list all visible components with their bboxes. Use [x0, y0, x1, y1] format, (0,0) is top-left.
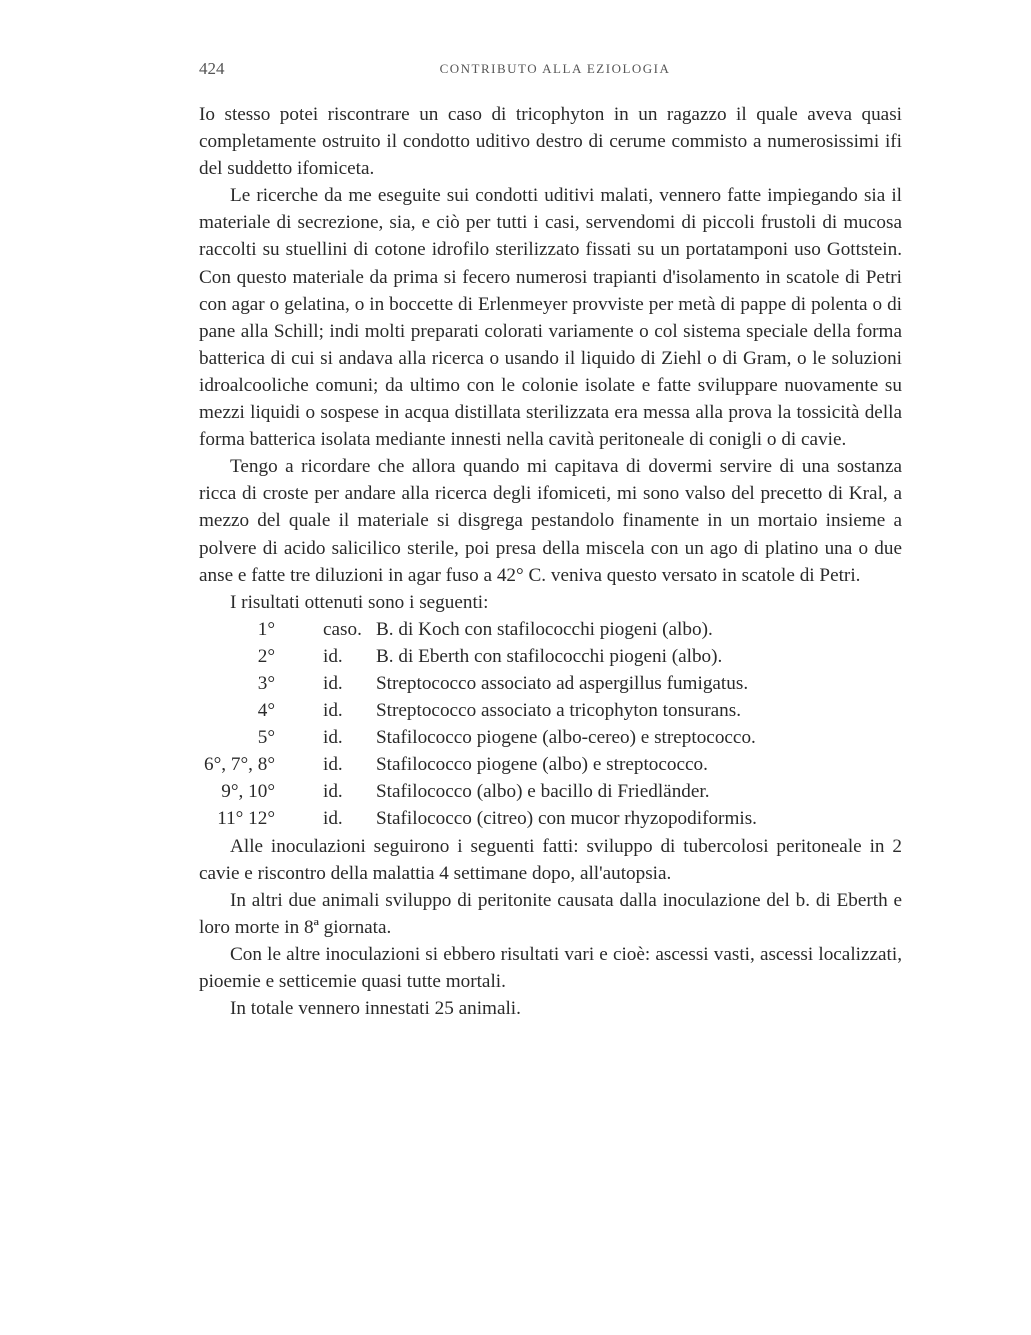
body-text: [199, 101, 902, 1022]
page-header: [199, 59, 911, 83]
case-mark: id.: [323, 727, 343, 749]
case-number: 1°: [257, 618, 275, 640]
paragraph: Con le altre inoculazioni si ebbero risultati vari e cioè: ascessi vasti, ascessi localizzati, pioemie e setticemie quasi tutte mortali.: [199, 943, 902, 992]
case-mark: id.: [323, 808, 343, 830]
case-description: Streptococco associato a tricophyton tonsurans.: [376, 700, 742, 722]
results-list: [199, 616, 902, 833]
case-description: Stafilococco (citreo) con mucor rhyzopodiformis.: [376, 808, 757, 830]
case-description: Stafilococco piogene (albo-cereo) e streptococco.: [376, 727, 756, 749]
result-row: [199, 697, 902, 724]
case-number: 2°: [257, 645, 275, 667]
case-number: 3°: [257, 672, 275, 694]
page-number: 424: [199, 59, 225, 78]
case-mark: id.: [323, 781, 343, 803]
result-row: [199, 670, 902, 697]
result-row: [199, 751, 902, 778]
case-number: 9°, 10°: [221, 781, 275, 803]
case-number: 11° 12°: [217, 808, 275, 830]
case-number: 4°: [257, 700, 275, 722]
case-description: Streptococco associato ad aspergillus fumigatus.: [376, 672, 749, 694]
case-mark: id.: [323, 754, 343, 776]
intro-paragraphs: [199, 101, 902, 616]
case-mark: id.: [323, 645, 343, 667]
paragraph: Le ricerche da me eseguite sui condotti uditivi malati, vennero fatte impiegando sia il materiale di secrezione, sia, e ciò per tutti i casi, servendomi di piccoli frustoli di mucosa raccolti su stuellini di cotone idrofilo sterilizzato fissati su un portatamponi uso Gottstein. Con questo materiale da prima si fecero numerosi trapianti d'isolamento in scatole di Petri con agar o gelatina, o in boccette di Erlenmeyer provviste per metà di pappe di polenta o di pane alla Schill; indi molti preparati colorati variamente o col sistema speciale della forma batterica di cui si andava alla ricerca o usando il liquido di Ziehl o di Gram, o le soluzioni idroalcooliche comuni; da ultimo con le colonie isolate e fatte sviluppare nuovamente su mezzi liquidi o sospese in acqua distillata sterilizzata era messa alla prova la tossicità della forma batterica isolata mediante innesti nella cavità peritoneale di conigli o di cavie.: [199, 185, 902, 451]
paragraph: In totale vennero innestati 25 animali.: [230, 998, 521, 1020]
case-mark: caso.: [323, 618, 362, 640]
paragraph: Io stesso potei riscontrare un caso di tricophyton in un ragazzo il quale aveva quasi completamente ostruito il condotto uditivo destro di cerume commisto a numerosissimi ifi del suddetto ifomiceta.: [199, 104, 902, 180]
paragraph: Tengo a ricordare che allora quando mi capitava di dovermi servire di una sostanza ricca di croste per andare alla ricerca degli ifomiceti, mi sono valso del precetto di Kral, a mezzo del quale il materiale si disgrega pestandolo finamente in un mortaio insieme a polvere di acido salicilico sterile, poi presa della miscela con un ago di platino una o due anse e fatte tre diluzioni in agar fuso a 42° C. veniva questo versato in scatole di Petri.: [199, 456, 902, 586]
result-row: [199, 724, 902, 751]
case-description: Stafilococco piogene (albo) e streptococco.: [376, 754, 708, 776]
paragraph: In altri due animali sviluppo di peritonite causata dalla inoculazione del b. di Eberth e loro morte in 8ª giornata.: [199, 889, 902, 938]
case-number: 6°, 7°, 8°: [204, 754, 275, 776]
result-row: [199, 643, 902, 670]
case-description: Stafilococco (albo) e bacillo di Friedländer.: [376, 781, 710, 803]
case-mark: id.: [323, 672, 343, 694]
result-row: [199, 778, 902, 805]
result-row: [199, 616, 902, 643]
case-description: B. di Eberth con stafilococchi piogeni (albo).: [376, 645, 723, 667]
running-title: CONTRIBUTO ALLA EZIOLOGIA: [439, 61, 671, 76]
paragraph: I risultati ottenuti sono i seguenti:: [230, 591, 489, 613]
case-number: 5°: [257, 727, 275, 749]
closing-paragraphs: [199, 833, 902, 1023]
paragraph: Alle inoculazioni seguirono i seguenti fatti: sviluppo di tubercolosi peritoneale in 2 cavie e riscontro della malattia 4 settimane dopo, all'autopsia.: [199, 835, 902, 884]
result-row: [199, 805, 902, 832]
case-description: B. di Koch con stafilococchi piogeni (albo).: [376, 618, 713, 640]
case-mark: id.: [323, 700, 343, 722]
